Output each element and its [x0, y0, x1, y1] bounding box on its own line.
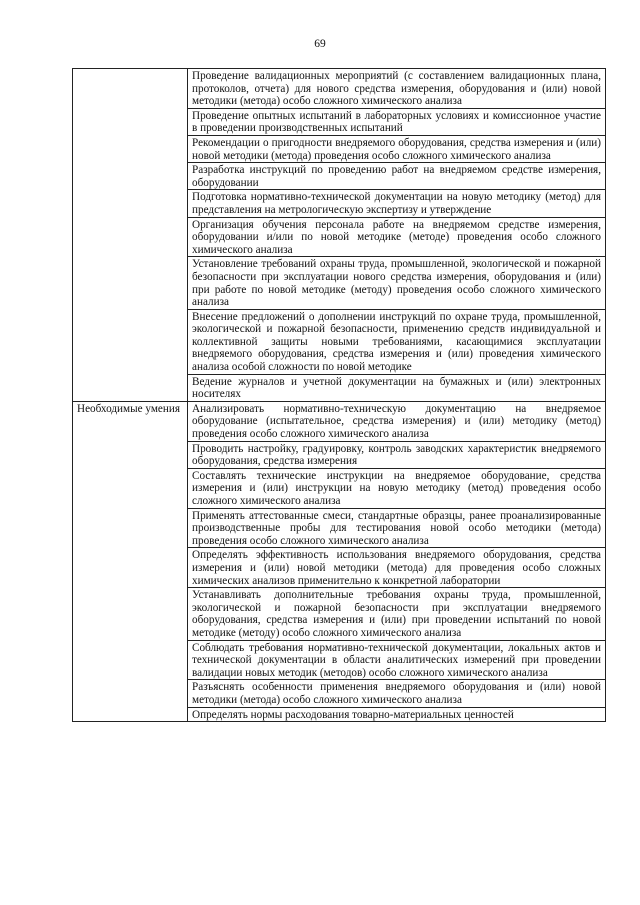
page-number: 69 [314, 38, 326, 50]
job-functions-table [72, 68, 606, 722]
labor-action-cell: Проведение опытных испытаний в лабораторных условиях и комиссионное участие в проведении производственных испытаний [188, 108, 606, 135]
labor-action-cell: Разработка инструкций по проведению работ на внедряемом средстве измерения, оборудовании [188, 163, 606, 190]
skill-cell: Определять нормы расходования товарно-материальных ценностей [188, 707, 606, 722]
table-row [73, 401, 606, 441]
labor-action-cell: Проведение валидационных мероприятий (с составлением валидационных плана, протоколов, отчета) для нового средства измерения, оборудования и (или) новой методики (метода) особо сложного химического анализа [188, 69, 606, 109]
skill-cell: Применять аттестованные смеси, стандартные образцы, ранее проанализированные производственные пробы для тестирования новой особо методики (метода) проведения особо сложного химического анализа [188, 508, 606, 548]
skill-cell: Составлять технические инструкции на внедряемое оборудование, средства измерения и (или) инструкции на новую методику (метод) проведения особо сложного химического анализа [188, 468, 606, 508]
section-label-skills: Необходимые умения [73, 401, 188, 721]
skill-cell: Определять эффективность использования внедряемого оборудования, средства измерения и (или) новой методики (метода) для проведения особо сложных химических анализов применительно к конкретной лаборатории [188, 548, 606, 588]
table-row [73, 69, 606, 109]
labor-action-cell: Ведение журналов и учетной документации на бумажных и (или) электронных носителях [188, 374, 606, 401]
labor-action-cell: Установление требований охраны труда, промышленной, экологической и пожарной безопасности при эксплуатации нового средства измерения, оборудования и (или) при работе по новой методике (методу) проведения особо сложного химического анализа [188, 257, 606, 309]
skill-cell: Соблюдать требования нормативно-технической документации, локальных актов и технической документации в области аналитических измерений при проведении валидации новых методик (методов) особо сложного химического анализа [188, 640, 606, 680]
labor-action-cell: Внесение предложений о дополнении инструкций по охране труда, промышленной, экологической и пожарной безопасности, применению средств индивидуальной и коллективной защиты новыми требованиями, касающимися эксплуатации внедряемого оборудования, средства измерения и (или) проведения химического анализа особой сложности по новой методике [188, 309, 606, 374]
skill-cell: Устанавливать дополнительные требования охраны труда, промышленной, экологической и пожарной безопасности при эксплуатации внедряемого оборудования, средства измерения и (или) при проведении испытаний по новой методике (методу) особо сложного химического анализа [188, 588, 606, 640]
skill-cell: Разъяснять особенности применения внедряемого оборудования и (или) новой методики (метода) особо сложного химического анализа [188, 680, 606, 707]
skill-cell: Проводить настройку, градуировку, контроль заводских характеристик внедряемого оборудования, средства измерения [188, 441, 606, 468]
labor-action-cell: Организация обучения персонала работе на внедряемом средстве измерения, оборудовании и/или по новой методике (методе) проведения особо сложного химического анализа [188, 217, 606, 257]
section-label [73, 69, 188, 402]
labor-action-cell: Рекомендации о пригодности внедряемого оборудования, средства измерения и (или) новой методики (метода) проведения особо сложного химического анализа [188, 135, 606, 162]
labor-action-cell: Подготовка нормативно-технической документации на новую методику (метод) для представления на метрологическую экспертизу и утверждение [188, 190, 606, 217]
skill-cell: Анализировать нормативно-техническую документацию на внедряемое оборудование (испытательное, средства измерения) и (или) методику (метод) проведения особо сложного химического анализа [188, 401, 606, 441]
